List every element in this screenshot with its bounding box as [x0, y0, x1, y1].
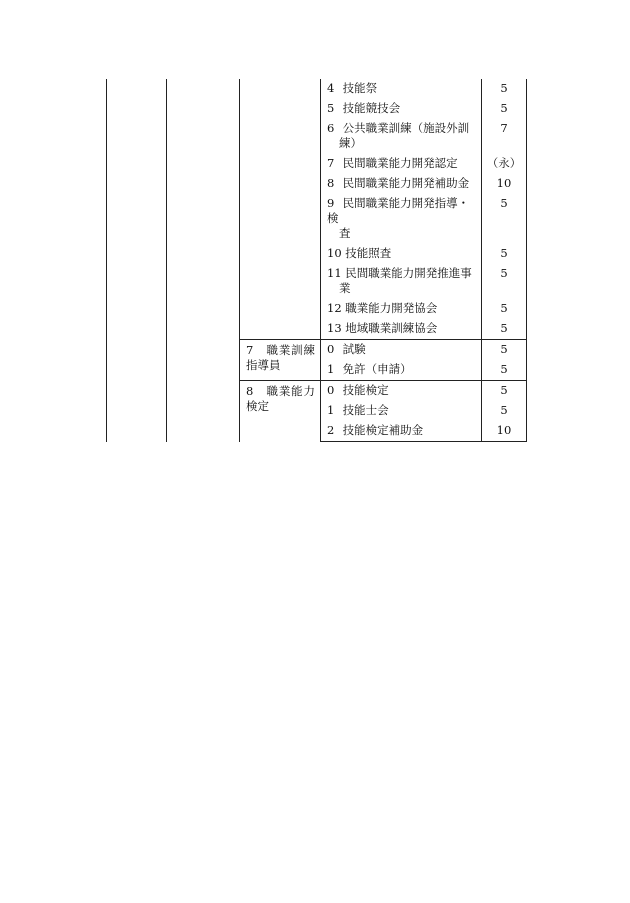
retention-period: 5	[500, 101, 508, 115]
item-name-continued: 業	[339, 281, 351, 295]
item-name: 地域職業訓練協会	[345, 321, 438, 335]
item-name: 技能検定補助金	[342, 423, 424, 437]
item-cell	[321, 154, 482, 174]
retention-period-cell	[482, 174, 527, 194]
item-number: 6	[327, 121, 335, 135]
retention-period: 5	[500, 342, 508, 356]
retention-period: 5	[500, 196, 508, 210]
item-number: 13	[327, 321, 342, 335]
item-number: 7	[327, 156, 335, 170]
retention-period: 5	[500, 266, 508, 280]
item-cell	[321, 174, 482, 194]
item-cell	[321, 244, 482, 264]
retention-period-cell	[482, 381, 527, 402]
retention-period-cell	[482, 194, 527, 244]
records-table	[106, 79, 527, 442]
item-number: 10	[327, 246, 342, 260]
item-cell	[321, 360, 482, 381]
item-cell	[321, 340, 482, 361]
item-cell	[321, 194, 482, 244]
retention-period: 5	[500, 246, 508, 260]
retention-period: 5	[500, 81, 508, 95]
retention-period: 7	[500, 121, 508, 135]
item-name: 試験	[342, 342, 366, 356]
item-name: 技能照査	[345, 246, 392, 260]
item-name: 技能士会	[342, 403, 389, 417]
retention-period-cell	[482, 299, 527, 319]
retention-period-cell	[482, 154, 527, 174]
retention-period: 5	[500, 301, 508, 315]
retention-period: （永）	[486, 156, 522, 170]
item-number: 4	[327, 81, 335, 95]
table-row	[107, 79, 527, 99]
retention-period-cell	[482, 119, 527, 154]
category-cell	[240, 340, 321, 381]
item-number: 5	[327, 101, 335, 115]
item-number: 9	[327, 196, 335, 210]
column-1-cell	[107, 79, 167, 442]
retention-period: 5	[500, 362, 508, 376]
item-number: 1	[327, 403, 335, 417]
item-cell	[321, 381, 482, 402]
retention-period: 10	[496, 176, 512, 190]
retention-period-cell	[482, 244, 527, 264]
item-cell	[321, 99, 482, 119]
item-cell	[321, 299, 482, 319]
retention-period: 5	[500, 403, 508, 417]
item-name: 技能祭	[342, 81, 378, 95]
retention-period: 5	[500, 321, 508, 335]
item-cell	[321, 319, 482, 340]
item-name-continued: 練）	[339, 136, 362, 150]
column-2-cell	[167, 79, 240, 442]
category-label	[240, 79, 320, 82]
retention-period-cell	[482, 360, 527, 381]
item-number: 0	[327, 383, 335, 397]
retention-period-cell	[482, 340, 527, 361]
item-name: 職業能力開発協会	[345, 301, 438, 315]
item-number: 11	[327, 266, 342, 280]
item-name: 公共職業訓練（施設外訓	[342, 121, 470, 135]
retention-period: 5	[500, 383, 508, 397]
item-cell	[321, 421, 482, 442]
category-cell	[240, 79, 321, 340]
category-label: 7 職業訓練指導員	[246, 343, 315, 372]
retention-period: 10	[496, 423, 512, 437]
category-label: 8 職業能力検定	[246, 384, 315, 413]
item-name: 民間職業能力開発補助金	[342, 176, 470, 190]
item-name: 民間職業能力開発指導・検	[327, 196, 470, 225]
category-cell	[240, 381, 321, 442]
item-number: 12	[327, 301, 342, 315]
item-name: 技能検定	[342, 383, 389, 397]
item-number: 8	[327, 176, 335, 190]
retention-period-cell	[482, 99, 527, 119]
retention-period-cell	[482, 264, 527, 299]
item-cell	[321, 79, 482, 99]
item-name: 免許（申請）	[342, 362, 412, 376]
item-number: 2	[327, 423, 335, 437]
item-cell	[321, 401, 482, 421]
item-cell	[321, 119, 482, 154]
item-name: 民間職業能力開発認定	[342, 156, 458, 170]
retention-period-cell	[482, 319, 527, 340]
item-cell	[321, 264, 482, 299]
records-table-body	[107, 79, 527, 442]
item-name: 技能競技会	[342, 101, 401, 115]
item-number: 1	[327, 362, 335, 376]
retention-period-cell	[482, 421, 527, 442]
item-number: 0	[327, 342, 335, 356]
item-name-continued: 査	[339, 226, 351, 240]
item-name: 民間職業能力開発推進事	[345, 266, 472, 280]
retention-period-cell	[482, 79, 527, 99]
retention-period-cell	[482, 401, 527, 421]
